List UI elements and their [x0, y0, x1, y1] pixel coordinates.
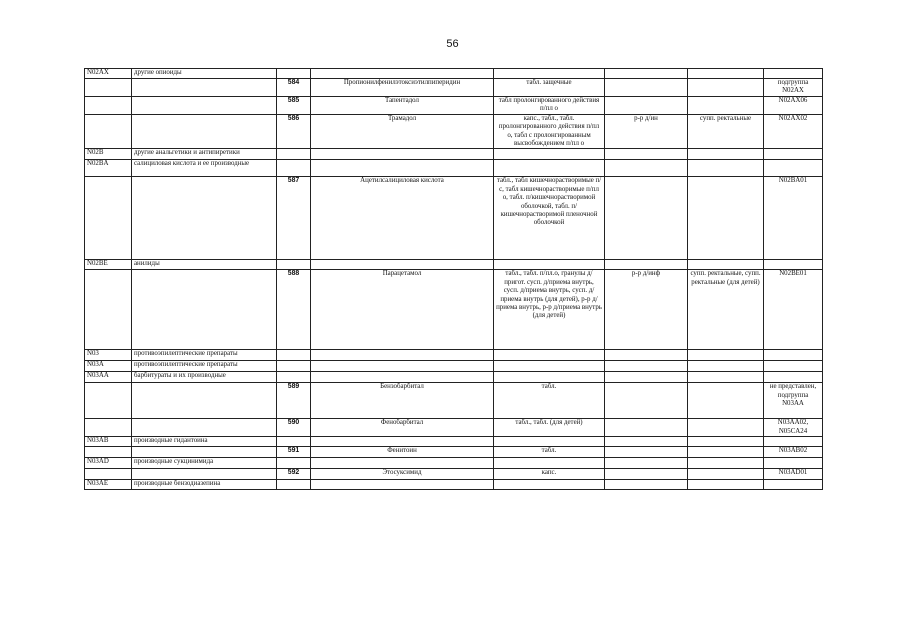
- cell-dosage-form: табл., табл. (для детей): [494, 419, 605, 437]
- cell-inn: Парацетамол: [311, 270, 494, 350]
- cell-inn: [311, 458, 494, 469]
- cell-other-form: [688, 437, 764, 447]
- drug-row: [85, 177, 823, 260]
- cell-group-name: [132, 96, 277, 114]
- cell-group-name: [132, 469, 277, 480]
- cell-inn: Тапентадол: [311, 96, 494, 114]
- cell-note: [764, 149, 823, 160]
- cell-inn: Фенитоин: [311, 447, 494, 458]
- cell-dosage-form: капс.: [494, 469, 605, 480]
- cell-dosage-form: [494, 149, 605, 160]
- group-row: [85, 458, 823, 469]
- cell-injection-form: [605, 69, 688, 79]
- cell-dosage-form: [494, 69, 605, 79]
- cell-number: [277, 160, 311, 177]
- cell-other-form: [688, 383, 764, 419]
- cell-note: [764, 69, 823, 79]
- cell-number: 587: [277, 177, 311, 260]
- cell-number: 588: [277, 270, 311, 350]
- cell-inn: [311, 160, 494, 177]
- cell-group-name: [132, 177, 277, 260]
- cell-group-name: [132, 419, 277, 437]
- cell-injection-form: [605, 372, 688, 383]
- cell-number: [277, 372, 311, 383]
- cell-dosage-form: табл. защечные: [494, 79, 605, 97]
- cell-note: [764, 372, 823, 383]
- cell-dosage-form: [494, 372, 605, 383]
- cell-injection-form: [605, 383, 688, 419]
- cell-inn: Бензобарбитал: [311, 383, 494, 419]
- cell-other-form: [688, 69, 764, 79]
- cell-injection-form: [605, 437, 688, 447]
- cell-injection-form: [605, 160, 688, 177]
- cell-injection-form: [605, 447, 688, 458]
- drug-register-table: [84, 68, 823, 490]
- cell-dosage-form: табл.: [494, 383, 605, 419]
- cell-group-name: другие опиоиды: [132, 69, 277, 79]
- cell-note: [764, 260, 823, 270]
- drug-row: [85, 79, 823, 97]
- cell-group-name: производные сукцинимида: [132, 458, 277, 469]
- cell-other-form: [688, 469, 764, 480]
- cell-injection-form: р-р д/ин: [605, 114, 688, 149]
- cell-other-form: [688, 79, 764, 97]
- cell-group-name: [132, 383, 277, 419]
- cell-number: 586: [277, 114, 311, 149]
- cell-number: [277, 149, 311, 160]
- cell-atc-code: [85, 270, 132, 350]
- cell-other-form: [688, 480, 764, 490]
- cell-note: N03AD01: [764, 469, 823, 480]
- group-row: [85, 149, 823, 160]
- cell-note: [764, 437, 823, 447]
- cell-atc-code: N03AB: [85, 437, 132, 447]
- cell-injection-form: [605, 96, 688, 114]
- cell-atc-code: N03AD: [85, 458, 132, 469]
- cell-other-form: [688, 361, 764, 372]
- cell-injection-form: р-р д/инф: [605, 270, 688, 350]
- cell-group-name: анилиды: [132, 260, 277, 270]
- cell-number: [277, 437, 311, 447]
- cell-atc-code: [85, 469, 132, 480]
- cell-dosage-form: [494, 480, 605, 490]
- cell-injection-form: [605, 79, 688, 97]
- cell-dosage-form: капс., табл., табл. пролонгированного действия п/пл о, табл с пролонгированным высвобождением п/пл о: [494, 114, 605, 149]
- cell-group-name: [132, 114, 277, 149]
- cell-inn: [311, 69, 494, 79]
- cell-inn: [311, 149, 494, 160]
- cell-number: [277, 361, 311, 372]
- cell-inn: Этосуксимид: [311, 469, 494, 480]
- cell-atc-code: N03: [85, 350, 132, 361]
- cell-injection-form: [605, 458, 688, 469]
- cell-note: [764, 160, 823, 177]
- group-row: [85, 350, 823, 361]
- cell-number: 584: [277, 79, 311, 97]
- cell-number: [277, 458, 311, 469]
- cell-group-name: производные бензодиазепина: [132, 480, 277, 490]
- cell-inn: Пропионилфенилэтоксиэтилпиперидин: [311, 79, 494, 97]
- cell-injection-form: [605, 350, 688, 361]
- group-row: [85, 480, 823, 490]
- cell-note: N03AB02: [764, 447, 823, 458]
- cell-note: подгруппа N02AX: [764, 79, 823, 97]
- cell-note: [764, 350, 823, 361]
- cell-other-form: [688, 177, 764, 260]
- cell-atc-code: [85, 177, 132, 260]
- cell-number: 589: [277, 383, 311, 419]
- cell-inn: [311, 480, 494, 490]
- cell-dosage-form: [494, 160, 605, 177]
- page-number: 56: [446, 38, 459, 50]
- cell-inn: Ацетилсалициловая кислота: [311, 177, 494, 260]
- group-row: [85, 437, 823, 447]
- cell-injection-form: [605, 177, 688, 260]
- cell-injection-form: [605, 260, 688, 270]
- cell-other-form: супп. ректальные: [688, 114, 764, 149]
- group-row: [85, 361, 823, 372]
- cell-note: N02BA01: [764, 177, 823, 260]
- cell-note: [764, 361, 823, 372]
- table-body: [85, 69, 823, 490]
- cell-number: [277, 350, 311, 361]
- cell-number: 591: [277, 447, 311, 458]
- cell-number: [277, 260, 311, 270]
- cell-atc-code: N03AE: [85, 480, 132, 490]
- cell-group-name: [132, 79, 277, 97]
- cell-atc-code: N03A: [85, 361, 132, 372]
- cell-number: 590: [277, 419, 311, 437]
- cell-note: не представлен, подгруппа N03AA: [764, 383, 823, 419]
- group-row: [85, 69, 823, 79]
- cell-atc-code: [85, 447, 132, 458]
- cell-atc-code: N02AX: [85, 69, 132, 79]
- cell-other-form: [688, 160, 764, 177]
- cell-other-form: супп. ректальные, супп. ректальные (для детей): [688, 270, 764, 350]
- cell-group-name: противоэпилептические препараты: [132, 361, 277, 372]
- cell-note: N02AX06: [764, 96, 823, 114]
- cell-inn: Фенобарбитал: [311, 419, 494, 437]
- cell-dosage-form: [494, 437, 605, 447]
- cell-atc-code: [85, 114, 132, 149]
- cell-dosage-form: [494, 361, 605, 372]
- cell-other-form: [688, 96, 764, 114]
- cell-atc-code: [85, 96, 132, 114]
- cell-atc-code: [85, 79, 132, 97]
- cell-dosage-form: табл пролонгированного действия п/пл о: [494, 96, 605, 114]
- group-row: [85, 160, 823, 177]
- cell-inn: [311, 350, 494, 361]
- cell-atc-code: N03AA: [85, 372, 132, 383]
- drug-row: [85, 447, 823, 458]
- drug-row: [85, 114, 823, 149]
- cell-other-form: [688, 419, 764, 437]
- cell-note: [764, 480, 823, 490]
- cell-dosage-form: [494, 458, 605, 469]
- cell-atc-code: N02B: [85, 149, 132, 160]
- cell-injection-form: [605, 149, 688, 160]
- cell-number: 585: [277, 96, 311, 114]
- drug-row: [85, 383, 823, 419]
- drug-row: [85, 419, 823, 437]
- cell-other-form: [688, 260, 764, 270]
- cell-atc-code: [85, 419, 132, 437]
- cell-inn: [311, 361, 494, 372]
- cell-note: N03AA02, N05CA24: [764, 419, 823, 437]
- cell-atc-code: N02BE: [85, 260, 132, 270]
- cell-group-name: производные гидантоина: [132, 437, 277, 447]
- group-row: [85, 260, 823, 270]
- cell-other-form: [688, 458, 764, 469]
- cell-inn: [311, 437, 494, 447]
- cell-group-name: другие анальгетики и антипиретики: [132, 149, 277, 160]
- cell-note: N02AX02: [764, 114, 823, 149]
- cell-injection-form: [605, 480, 688, 490]
- cell-other-form: [688, 447, 764, 458]
- cell-atc-code: [85, 383, 132, 419]
- cell-inn: Трамадол: [311, 114, 494, 149]
- cell-injection-form: [605, 469, 688, 480]
- cell-inn: [311, 260, 494, 270]
- cell-other-form: [688, 350, 764, 361]
- cell-dosage-form: табл.: [494, 447, 605, 458]
- cell-inn: [311, 372, 494, 383]
- cell-injection-form: [605, 361, 688, 372]
- cell-group-name: [132, 270, 277, 350]
- cell-number: [277, 69, 311, 79]
- drug-row: [85, 469, 823, 480]
- cell-dosage-form: [494, 260, 605, 270]
- cell-group-name: барбитураты и их производные: [132, 372, 277, 383]
- cell-number: 592: [277, 469, 311, 480]
- group-row: [85, 372, 823, 383]
- cell-note: N02BE01: [764, 270, 823, 350]
- cell-injection-form: [605, 419, 688, 437]
- cell-dosage-form: табл., табл кишечнорастворимые п/с, табл кишечнорастворимые п/пл о, табл. п/кишечнорастворимой оболочкой, табл. п/кишечнорастворимой пленочной оболочкой: [494, 177, 605, 260]
- cell-dosage-form: [494, 350, 605, 361]
- drug-row: [85, 96, 823, 114]
- cell-note: [764, 458, 823, 469]
- cell-group-name: салициловая кислота и ее производные: [132, 160, 277, 177]
- drug-row: [85, 270, 823, 350]
- cell-dosage-form: табл., табл. п/пл.о, гранулы д/пригот. сусп. д/приема внутрь, сусп. д/приема внутрь, сусп. д/приема внутрь (для детей), р-р д/приема внутрь, р-р д/приема внутрь (для детей): [494, 270, 605, 350]
- cell-atc-code: N02BA: [85, 160, 132, 177]
- cell-group-name: [132, 447, 277, 458]
- cell-other-form: [688, 372, 764, 383]
- cell-group-name: противоэпилептические препараты: [132, 350, 277, 361]
- cell-number: [277, 480, 311, 490]
- cell-other-form: [688, 149, 764, 160]
